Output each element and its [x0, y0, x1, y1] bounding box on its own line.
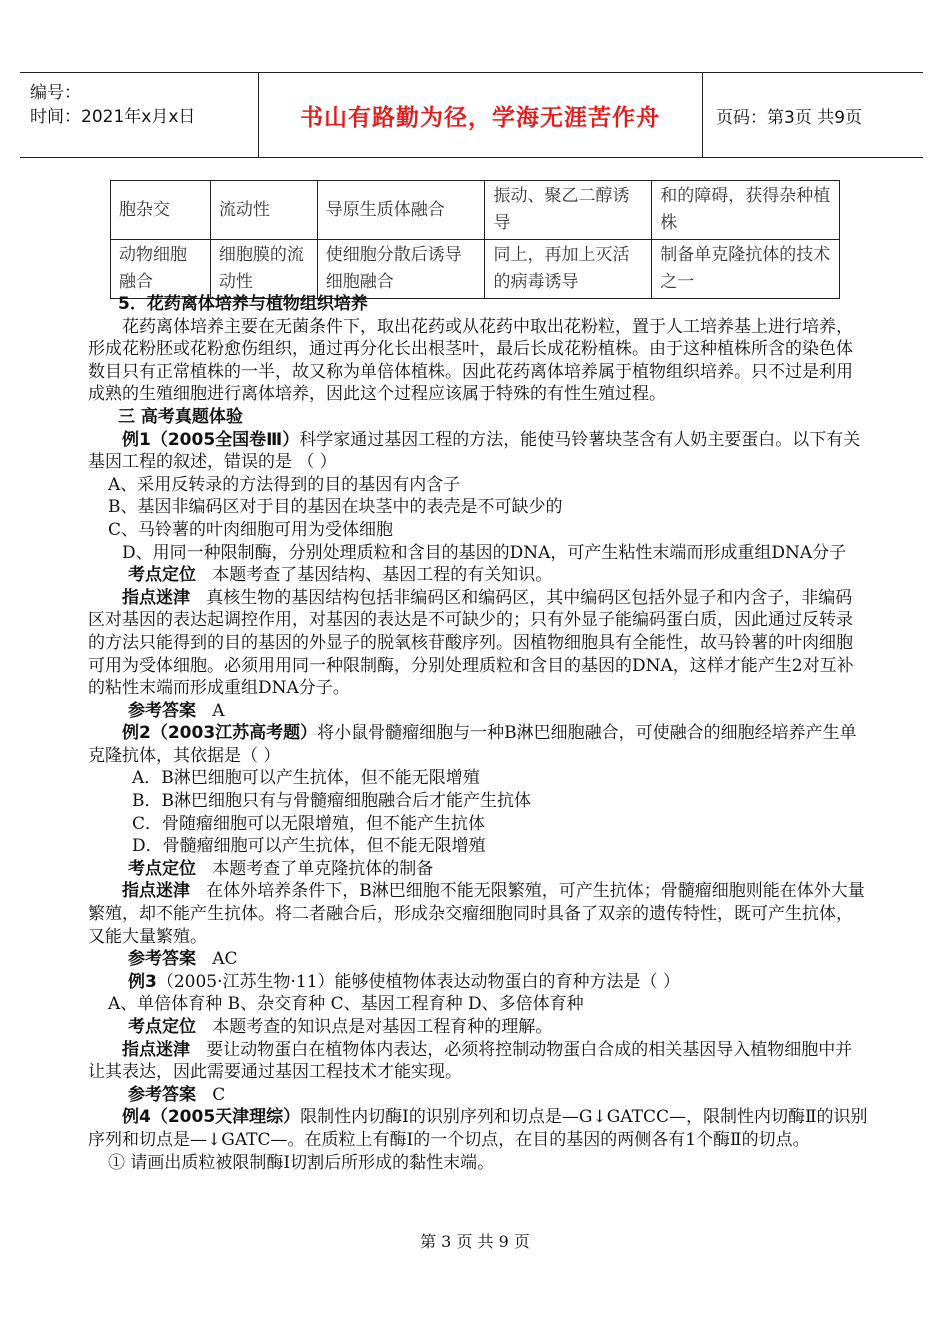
example-2-stem — [88, 722, 868, 767]
option: D．骨髓瘤细胞可以产生抗体，但不能无限增殖 — [132, 836, 486, 857]
hint-label: 指点迷津 — [122, 587, 190, 608]
answer — [88, 1084, 868, 1107]
key-point-text: 本题考查了基因结构、基因工程的有关知识。 — [212, 565, 553, 586]
section-heading: 三 高考真题体验 — [118, 406, 243, 427]
table-cell: 导原生质体融合 — [317, 181, 485, 240]
doc-number-label: 编号： — [30, 83, 81, 103]
table-row — [111, 240, 840, 299]
example-1-heading: 例1（2005全国卷Ⅲ） — [122, 429, 300, 450]
option: C、马铃薯的叶肉细胞可用为受体细胞 — [108, 519, 394, 540]
hint-text: 在体外培养条件下，B淋巴细胞不能无限繁殖，可产生抗体；骨髓瘤细胞则能在体外大量繁殖，却不能产生抗体。将二者融合后，形成杂交瘤细胞同时具备了双亲的遗传特性，既可产生抗体，又能大量繁殖。 — [88, 881, 865, 947]
answer-text: A — [212, 700, 225, 721]
table-cell: 使细胞分散后诱导细胞融合 — [317, 240, 485, 299]
hint — [88, 880, 868, 948]
answer-text: AC — [212, 949, 238, 970]
key-point-label: 考点定位 — [128, 565, 196, 586]
hint — [88, 587, 868, 700]
answer-text: C — [212, 1084, 226, 1105]
header-page-label: 页码：第3页 共9页 — [716, 107, 863, 128]
hint — [88, 1039, 868, 1084]
table-cell: 和的障碍，获得杂种植株 — [652, 181, 840, 240]
paragraph: 花药离体培养主要在无菌条件下，取出花药或从花药中取出花粉粒，置于人工培养基上进行培养，形成花粉胚或花粉愈伤组织，通过再分化长出根茎叶，最后长成花粉植株。由于这种植株所含的染色体数目只有正常植株的一半，故又称为单倍体植株。因此花药离体培养属于植物组织培养。只不过是利用成熟的生殖细胞进行离体培养，因此这个过程应该属于特殊的有性生殖过程。 — [88, 316, 853, 405]
header-meta — [20, 73, 259, 157]
option: A、采用反转录的方法得到的目的基因有内含子 — [108, 474, 461, 495]
answer-label: 参考答案 — [128, 949, 196, 970]
page-header — [20, 72, 923, 158]
table-cell: 制备单克隆抗体的技术之一 — [652, 240, 840, 299]
key-point — [88, 564, 868, 587]
table-cell: 同上，再加上灭活的病毒诱导 — [485, 240, 652, 299]
document-body — [88, 293, 868, 1174]
comparison-table — [110, 180, 840, 299]
option: A．B淋巴细胞可以产生抗体，但不能无限增殖 — [132, 768, 480, 789]
doc-time-label: 时间：2021年x月x日 — [30, 107, 196, 127]
key-point-text: 本题考查了单克隆抗体的制备 — [212, 858, 434, 879]
page-footer: 第 3 页 共 9 页 — [420, 1232, 530, 1251]
option: C．骨随瘤细胞可以无限增殖，但不能产生抗体 — [132, 813, 486, 834]
sub-question: ① 请画出质粒被限制酶Ⅰ切割后所形成的黏性末端。 — [108, 1152, 495, 1173]
table-cell: 流动性 — [210, 181, 317, 240]
example-4-stem — [88, 1106, 868, 1151]
key-point-label: 考点定位 — [128, 1017, 196, 1037]
answer — [88, 948, 868, 971]
hint-label: 指点迷津 — [122, 881, 190, 902]
example-stem-text: 限制性内切酶Ⅰ的识别序列和切点是—G↓GATCC—，限制性内切酶Ⅱ的识别序列和切点是—↓GATC—。在质粒上有酶Ⅰ的一个切点，在目的基因的两侧各有1个酶Ⅱ的切点。 — [88, 1107, 868, 1150]
table-cell: 动物细胞融合 — [111, 240, 211, 299]
key-point-text: 本题考查的知识点是对基因工程育种的理解。 — [212, 1017, 553, 1037]
key-point — [88, 858, 868, 881]
hint-text: 要让动物蛋白在植物体内表达，必须将控制动物蛋白合成的相关基因导入植物细胞中并让其表达，因此需要通过基因工程技术才能实现。 — [88, 1039, 853, 1083]
table-cell: 细胞膜的流动性 — [210, 240, 317, 299]
header-motto: 书山有路勤为径，学海无涯苦作舟 — [300, 104, 660, 131]
key-point — [88, 1016, 868, 1039]
example-4-heading: 例4（2005天津理综） — [122, 1107, 301, 1128]
header-motto-cell — [258, 73, 703, 157]
table-cell: 胞杂交 — [111, 181, 211, 240]
example-3-stem — [88, 971, 868, 994]
option: B．B淋巴细胞只有与骨髓瘤细胞融合后才能产生抗体 — [132, 791, 531, 812]
hint-label: 指点迷津 — [122, 1039, 190, 1060]
answer-label: 参考答案 — [128, 700, 196, 721]
option: B、基因非编码区对于目的基因在块茎中的表壳是不可缺少的 — [108, 497, 563, 518]
key-point-label: 考点定位 — [128, 858, 196, 879]
answer-label: 参考答案 — [128, 1084, 196, 1105]
example-stem-text: 将小鼠骨髓瘤细胞与一种B淋巴细胞融合，可使融合的细胞经培养产生单克隆抗体，其依据是（ ） — [88, 723, 857, 766]
example-2-heading: 例2（2003江苏高考题） — [122, 723, 318, 744]
hint-text: 真核生物的基因结构包括非编码区和编码区，其中编码区包括外显子和内含子，非编码区对基因的表达起调控作用，对基因的表达是不可缺少的；只有外显子能编码蛋白质，因此通过反转录的方法只能得到的目的基因的外显子的脱氧核苷酸序列。因植物细胞具有全能性，故马铃薯的叶肉细胞可用为受体细胞。必须用用同一种限制酶，分别处理质粒和含目的基因的DNA，这样才能产生2对互补的粘性末端而形成重组DNA分子。 — [88, 587, 854, 699]
example-1-stem — [88, 429, 868, 474]
header-page-cell — [702, 73, 923, 157]
section-heading: 5．花药离体培养与植物组织培养 — [118, 294, 368, 314]
example-stem-text: （2005·江苏生物·11）能够使植物体表达动物蛋白的育种方法是（ ） — [156, 971, 680, 992]
example-stem-text: 科学家通过基因工程的方法，能使马铃薯块茎含有人奶主要蛋白。以下有关基因工程的叙述，错误的是 （ ） — [88, 429, 861, 473]
option-line: A、单倍体育种 B、杂交育种 C、基因工程育种 D、多倍体育种 — [108, 994, 584, 1015]
example-3-heading: 例3 — [128, 971, 157, 992]
option: D、用同一种限制酶，分别处理质粒和含目的基因的DNA，可产生粘性末端而形成重组DNA分子 — [122, 542, 847, 563]
answer — [88, 700, 868, 723]
table-cell: 振动、聚乙二醇诱导 — [485, 181, 652, 240]
table-row — [111, 181, 840, 240]
